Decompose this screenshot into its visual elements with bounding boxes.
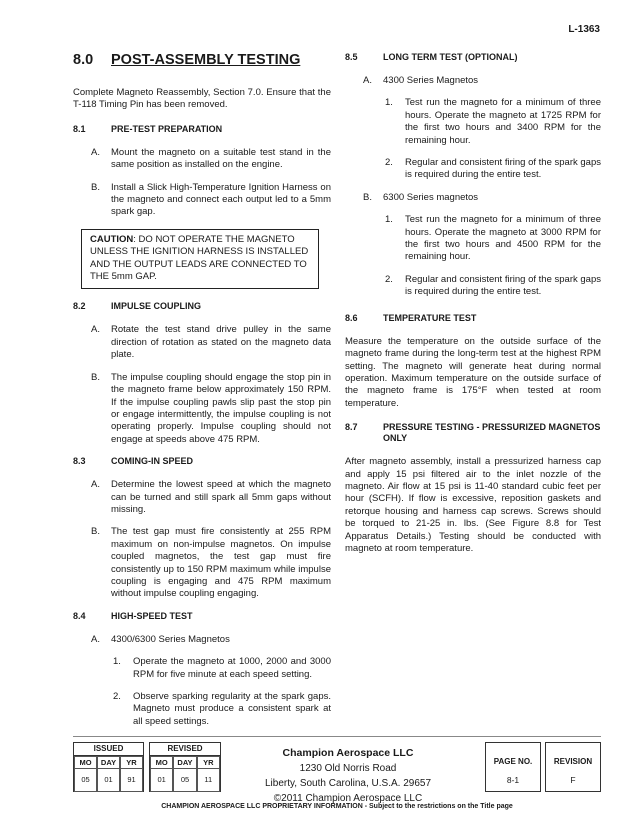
revised-label: REVISED <box>150 743 220 756</box>
subsection-title: IMPULSE COUPLING <box>111 301 202 312</box>
subsection-number: 8.5 <box>345 52 358 62</box>
list-item <box>345 97 601 147</box>
document-number: L-1363 <box>568 24 600 35</box>
list-item <box>73 324 331 361</box>
right-column <box>345 52 601 567</box>
list-item <box>73 656 331 681</box>
address-line-2: Liberty, South Carolina, U.S.A. 29657 <box>264 778 432 789</box>
subsection-heading-8-6 <box>345 313 601 324</box>
item-text: Observe sparking regularity at the spark gaps. Magneto must produce a consistent spark at all speed settings. <box>133 691 331 727</box>
header-yr: YR <box>120 756 143 769</box>
subsection-number: 8.7 <box>345 422 358 433</box>
revised-day: 05 <box>173 768 196 792</box>
subsection-heading-8-5 <box>345 52 601 63</box>
page-no-value: 8-1 <box>506 775 520 785</box>
item-text: 4300/6300 Series Magnetos <box>111 633 230 645</box>
revision-value: F <box>570 775 576 785</box>
address-line-1: 1230 Old Norris Road <box>299 763 397 774</box>
item-text: The test gap must fire consistently at 255 RPM maximum on non-impulse magnetos. On impulse coupled magnetos, the test gap must fire consistently up to 150 RPM maximum while impulse coupling is engaging and 475 RPM maximum without impulse coupling engaging. <box>111 526 331 600</box>
revision-label: REVISION <box>553 757 593 766</box>
list-item <box>345 214 601 264</box>
item-label: 2. <box>385 273 393 285</box>
proprietary-notice: CHAMPION AEROSPACE LLC PROPRIETARY INFORMATION - Subject to the restrictions on the Title page <box>161 803 513 810</box>
item-text: The impulse coupling should engage the stop pin in the magneto frame below approximately 150 RPM. If the impulse coupling pawls slip past the stop pin or engage intermittently, the impulse coupling is not operating properly. Impulse coupling should not engage at speeds above 475 RPM. <box>111 371 331 445</box>
temperature-paragraph: Measure the temperature on the outside surface of the magneto frame during the long-term test at the highest RPM setting. The magneto will generate heat during normal operation. Maximum temperature on the outside surface of the magneto frame is 175°F when tested at room temperature. <box>345 335 601 409</box>
issued-group <box>73 742 144 792</box>
item-label: A. <box>91 324 100 336</box>
page-no-label: PAGE NO. <box>493 757 533 766</box>
issued-label: ISSUED <box>74 743 143 756</box>
item-text: Operate the magneto at 1000, 2000 and 3000 RPM for five minute at each speed setting. <box>133 656 331 680</box>
footer-divider <box>73 736 601 737</box>
item-label: A. <box>91 479 100 491</box>
item-label: 2. <box>113 691 121 702</box>
left-column <box>73 52 331 738</box>
item-label: 1. <box>385 97 393 109</box>
header-mo: MO <box>74 756 97 769</box>
company-block <box>243 746 453 806</box>
list-item <box>73 526 331 600</box>
company-name: Champion Aerospace LLC <box>282 747 414 759</box>
list-item <box>73 691 331 728</box>
list-item <box>345 274 601 299</box>
subsection-heading-8-2 <box>73 301 331 312</box>
list-item <box>345 75 601 87</box>
subsection-heading-8-3 <box>73 456 331 467</box>
item-text: Regular and consistent firing of the spark gaps is required during the entire test. <box>405 157 601 181</box>
item-label: A. <box>91 146 100 158</box>
subsection-number: 8.6 <box>345 312 358 323</box>
item-text: 6300 Series magnetos <box>383 191 479 203</box>
subsection-title: PRESSURE TESTING - PRESSURIZED MAGNETOS ONLY <box>383 422 601 444</box>
header-day: DAY <box>173 756 196 769</box>
item-label: B. <box>91 181 100 193</box>
copyright: ©2011 Champion Aerospace LLC <box>273 793 423 804</box>
date-table <box>73 742 221 792</box>
title-block <box>73 742 601 804</box>
subsection-number: 8.1 <box>73 123 86 134</box>
item-text: 4300 Series Magnetos <box>383 75 479 86</box>
list-item <box>73 634 331 646</box>
header-day: DAY <box>97 756 120 769</box>
subsection-number: 8.3 <box>73 456 86 467</box>
issued-values <box>74 768 143 792</box>
revision-box <box>545 742 601 792</box>
item-label: A. <box>91 633 100 645</box>
subsection-heading-8-1 <box>73 124 331 135</box>
item-label: 2. <box>385 157 393 169</box>
caution-label: CAUTION <box>90 233 134 245</box>
subsection-title: TEMPERATURE TEST <box>383 312 477 323</box>
header-mo: MO <box>150 756 173 769</box>
subsection-heading-8-7 <box>345 422 601 444</box>
subsection-heading-8-4 <box>73 611 331 622</box>
section-heading <box>73 52 331 68</box>
caution-text: : DO NOT OPERATE THE MAGNETO UNLESS THE IGNITION HARNESS IS INSTALLED AND THE OUTPUT LEADS ARE CONNECTED TO THE 5mm GAP. <box>90 233 309 283</box>
list-item <box>345 157 601 182</box>
section-number: 8.0 <box>73 52 94 68</box>
list-item <box>73 182 331 219</box>
revised-values <box>150 768 220 792</box>
item-label: 1. <box>385 214 393 226</box>
section-title: POST-ASSEMBLY TESTING <box>111 52 301 68</box>
revised-yr: 11 <box>197 768 220 792</box>
issued-headers <box>74 756 143 768</box>
subsection-title: HIGH-SPEED TEST <box>111 610 193 621</box>
issued-day: 01 <box>97 768 120 792</box>
list-item <box>73 479 331 516</box>
item-text: Mount the magneto on a suitable test stand in the same position as installed on the engine. <box>111 146 331 171</box>
item-label: B. <box>91 371 100 383</box>
list-item <box>73 147 331 172</box>
list-item <box>73 372 331 446</box>
intro-paragraph: Complete Magneto Reassembly, Section 7.0. Ensure that the T-118 Timing Pin has been removed. <box>73 87 331 111</box>
issued-mo: 05 <box>74 768 97 792</box>
subsection-title: LONG TERM TEST (OPTIONAL) <box>383 52 518 62</box>
subsection-number: 8.4 <box>73 610 86 621</box>
item-label: B. <box>363 191 372 203</box>
item-text: Regular and consistent firing of the spark gaps is required during the entire test. <box>405 273 601 298</box>
item-text: Test run the magneto for a minimum of three hours. Operate the magneto at 1725 RPM for the first two hours and 3400 RPM for the remaining hour. <box>405 97 601 146</box>
issued-yr: 91 <box>120 768 143 792</box>
item-label: A. <box>363 75 372 86</box>
item-text: Rotate the test stand drive pulley in the same direction of rotation as stated on the magneto data plate. <box>111 324 331 361</box>
header-yr: YR <box>197 756 220 769</box>
item-label: B. <box>91 526 100 538</box>
item-text: Test run the magneto for a minimum of three hours. Operate the magneto at 3000 RPM for the first two hours and 4500 RPM for the remaining hour. <box>405 214 601 263</box>
pressure-paragraph: After magneto assembly, install a pressurized harness cap and apply 15 psi filtered air to the inlet nozzle of the magneto. Air flow at 15 psi is 11-40 standard cubic feet per hour (SCFH). If flow is excessive, reposition gaskets and retorque housing and harness cap screws. Screws should be torqued to 21-25 in. lbs. (See Figure 8.8 for Test Apparatus Details.) Testing should be conducted with magneto at room temperature. <box>345 456 601 554</box>
subsection-number: 8.2 <box>73 301 86 312</box>
subsection-title: PRE-TEST PREPARATION <box>111 123 223 134</box>
page-number-box <box>485 742 541 792</box>
revised-mo: 01 <box>150 768 173 792</box>
revised-group <box>149 742 221 792</box>
revised-headers <box>150 756 220 768</box>
item-text: Determine the lowest speed at which the magneto can be turned and still spark all 5mm gaps without missing. <box>111 479 331 515</box>
caution-box <box>81 229 319 290</box>
list-item <box>345 192 601 204</box>
subsection-title: COMING-IN SPEED <box>111 456 194 467</box>
item-text: Install a Slick High-Temperature Ignition Harness on the magneto and connect each output led to a 5mm spark gap. <box>111 181 331 218</box>
item-label: 1. <box>113 656 121 668</box>
